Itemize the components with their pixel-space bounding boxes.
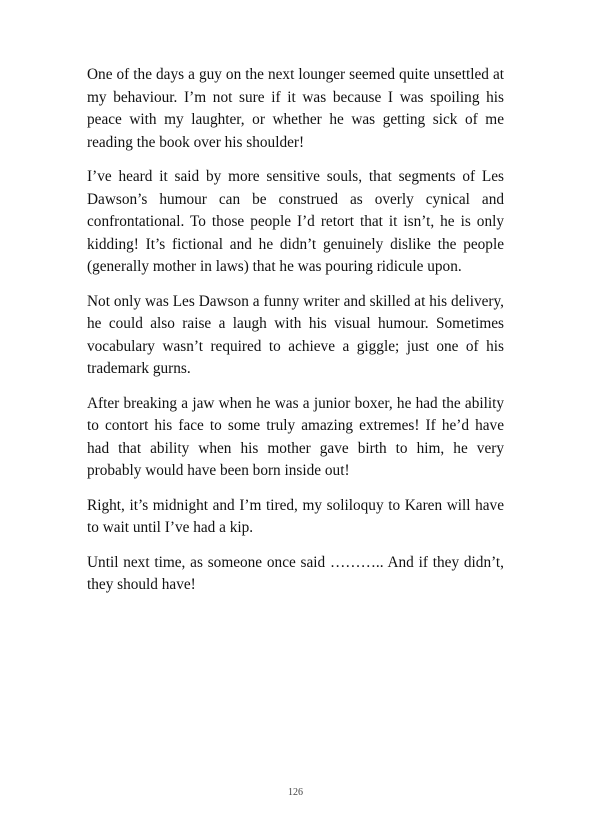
paragraph-4: After breaking a jaw when he was a junior boxer, he had the ability to contort his face to some truly amazing extremes! If he’d have had that ability when his mother gave birth to him, he very probably would have been born inside out!	[87, 394, 504, 479]
page-number: 126	[288, 787, 303, 798]
paragraph-2: I’ve heard it said by more sensitive souls, that segments of Les Dawson’s humour can be construed as overly cynical and confrontational. To those people I’d retort that it isn’t, he is only kidding! It’s fictional and he didn’t genuinely dislike the people (generally mother in laws) that he was pouring ridicule upon.	[87, 168, 504, 275]
paragraph-6: Until next time, as someone once said ……….. And if they didn’t, they should have!	[87, 553, 504, 593]
paragraph-1: One of the days a guy on the next lounger seemed quite unsettled at my behaviour. I’m not sure if it was because I was spoiling his peace with my laughter, or whether he was getting sick of me reading the book over his shoulder!	[87, 66, 504, 151]
paragraph-5: Right, it’s midnight and I’m tired, my soliloquy to Karen will have to wait until I’ve had a kip.	[87, 496, 504, 536]
body-text	[87, 64, 504, 609]
paragraph-3: Not only was Les Dawson a funny writer and skilled at his delivery, he could also raise a laugh with his visual humour. Sometimes vocabulary wasn’t required to achieve a giggle; just one of his trademark gurns.	[87, 292, 504, 377]
